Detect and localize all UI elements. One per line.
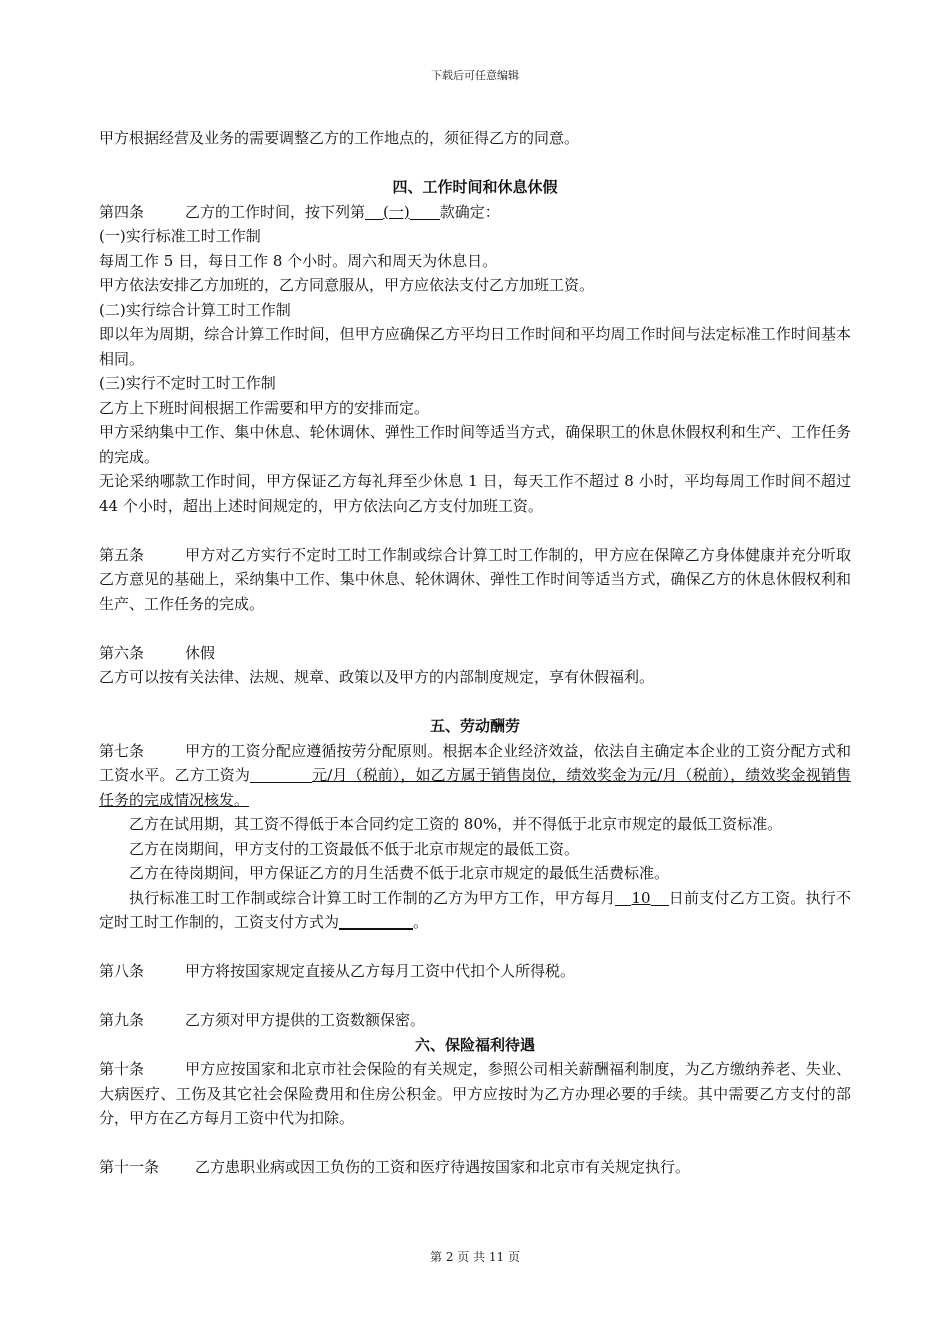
article-label: 第五条 xyxy=(99,545,145,564)
fill-in-value: 10 xyxy=(631,888,651,907)
paragraph: 甲方依法安排乙方加班的，乙方同意服从，甲方应依法支付乙方加班工资。 xyxy=(99,276,595,294)
page-header: 下载后可任意编辑 xyxy=(431,69,519,82)
paragraph: 即以年为周期，综合计算工作时间，但甲方应确保乙方平均日工作时间和平均周工作时间与法定标准工作时间基本相同。 xyxy=(99,325,851,368)
paragraph: 乙方可以按有关法律、法规、规章、政策以及甲方的内部制度规定，享有休假福利。 xyxy=(99,668,655,686)
paragraph: (二)实行综合计算工时工作制 xyxy=(99,300,291,319)
fill-in-value: (一) xyxy=(383,202,410,221)
article-9: 第九条 乙方须对甲方提供的工资数额保密。 xyxy=(99,1008,851,1033)
article-5: 第五条 甲方对乙方实行不定时工时工作制或综合计算工时工作制的，甲方应在保障乙方身体健康并充分听取乙方意见的基础上，采纳集中工作、集中休息、轮休调休、弹性工作时间等适当方式，确保乙方的休息休假权利和生产、工作任务的完成。 xyxy=(99,543,851,617)
article-8: 第八条 甲方将按国家规定直接从乙方每月工资中代扣个人所得税。 xyxy=(99,959,851,984)
section-heading: 四、工作时间和休息休假 xyxy=(392,178,558,196)
article-label: 第十条 xyxy=(99,1060,145,1078)
document-body xyxy=(99,126,856,1180)
article-label: 第九条 xyxy=(99,1011,145,1029)
article-label: 第十一条 xyxy=(99,1158,160,1176)
article-6: 第六条 休假 xyxy=(99,641,851,666)
paragraph: (一)实行标准工时工作制 xyxy=(99,227,261,245)
paragraph: 甲方采纳集中工作、集中休息、轮休调休、弹性工作时间等适当方式，确保职工的休息休假权利和生产、工作任务的完成。 xyxy=(99,423,851,466)
section-heading: 五、劳动酬劳 xyxy=(429,717,520,735)
paragraph: 乙方上下班时间根据工作需要和甲方的安排而定。 xyxy=(99,398,430,417)
section-heading: 六、保险福利待遇 xyxy=(414,1035,535,1054)
article-11: 第十一条 乙方患职业病或因工负伤的工资和医疗待遇按国家和北京市有关规定执行。 xyxy=(99,1155,851,1180)
article-label: 第八条 xyxy=(99,962,145,980)
paragraph: 每周工作 5 日，每日工作 8 个小时。周六和周天为休息日。 xyxy=(99,251,498,270)
paragraph: 乙方在待岗期间，甲方保证乙方的月生活费不低于北京市规定的最低生活费标准。 xyxy=(129,864,670,882)
article-label: 第四条 xyxy=(99,202,145,221)
page-footer: 第 2 页 共 11 页 xyxy=(430,1250,520,1264)
paragraph: 乙方在试用期，其工资不得低于本合同约定工资的 80%，并不得低于北京市规定的最低工资标准。 xyxy=(129,815,783,833)
paragraph: 无论采纳哪款工作时间，甲方保证乙方每礼拜至少休息 1 日，每天工作不超过 8 小时，平均每周工作时间不超过 44 个小时，超出上述时间规定的，甲方依法向乙方支付加班工资。 xyxy=(99,472,856,515)
paragraph: 执行标准工时工作制或综合计算工时工作制的乙方为甲方工作，甲方每月 10 日前支付乙方工资。执行不定时工时工作制的，工资支付方式为 。 xyxy=(99,888,851,931)
paragraph: 乙方在岗期间，甲方支付的工资最低不低于北京市规定的最低工资。 xyxy=(129,839,580,858)
paragraph: 甲方根据经营及业务的需要调整乙方的工作地点的，须征得乙方的同意。 xyxy=(99,129,580,147)
article-label: 第七条 xyxy=(99,741,145,760)
article-label: 第六条 xyxy=(99,643,145,662)
article-7: 第七条 甲方的工资分配应遵循按劳分配原则。根据本企业经济效益，依法自主确定本企业的工资分配方式和工资水平。乙方工资为 元/月（税前），如乙方属于销售岗位，绩效奖金为元/月（税前），绩效奖金视销售任务的完成情况核发。 xyxy=(99,739,851,813)
paragraph: (三)实行不定时工时工作制 xyxy=(99,374,276,392)
article-4: 第四条 乙方的工作时间，按下列第 (一) 款确定： xyxy=(99,200,851,225)
article-10: 第十条 甲方应按国家和北京市社会保险的有关规定，参照公司相关薪酬福利制度，为乙方缴纳养老、失业、大病医疗、工伤及其它社会保险费用和住房公积金。甲方应按时为乙方办理必要的手续。其中需要乙方支付的部分，甲方在乙方每月工资中代为扣除。 xyxy=(99,1057,851,1131)
